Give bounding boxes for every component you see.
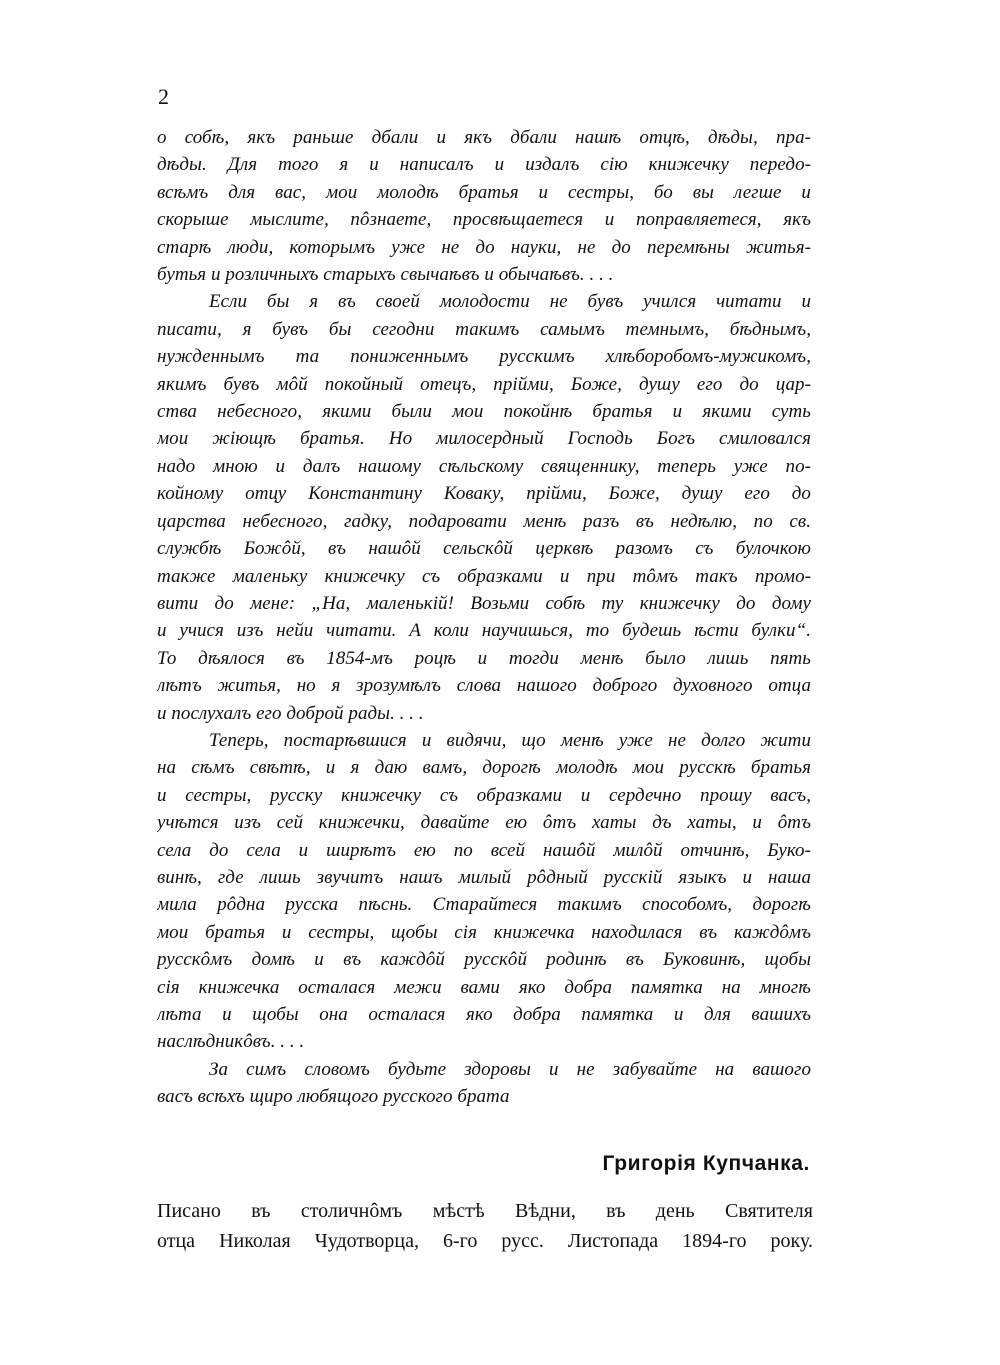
text-line: Если бы я въ своей молодости не бувъ учился читати и bbox=[209, 291, 811, 313]
text-line: мои жіющѣ братья. Но милосердный Господь Богъ смиловался bbox=[157, 428, 811, 450]
text-line: наслѣдникôвъ. . . . bbox=[157, 1031, 305, 1053]
text-line: мила рôдна русска пѣснь. Старайтеся такимъ способомъ, дорогѣ bbox=[157, 894, 811, 916]
text-line: нужденнымъ та пониженнымъ русскимъ хлѣборобомъ-мужикомъ, bbox=[157, 346, 811, 368]
paragraph-2 bbox=[157, 288, 811, 727]
text-line: о собѣ, якъ раньше дбали и якъ дбали нашѣ отцѣ, дѣды, пра- bbox=[157, 127, 811, 148]
text-line: скорыше мыслите, пôзнаете, просвѣщаетеся и поправляетеся, якъ bbox=[157, 209, 811, 231]
text-line: Теперь, постарѣвшися и видячи, що менѣ уже не долго жити bbox=[209, 729, 811, 751]
text-line: якимъ бувъ мôй покойный отецъ, прійми, Боже, душу его до цар- bbox=[157, 373, 811, 395]
text-line: также маленьку книжечку съ образками и при тôмъ такъ промо- bbox=[157, 565, 811, 587]
body-text bbox=[157, 124, 811, 1111]
text-line: мои братья и сестры, щобы сія книжечка находилася въ каждôмъ bbox=[157, 921, 811, 943]
text-line: койному отцу Константину Коваку, прійми, Боже, душу его до bbox=[157, 483, 811, 505]
text-line: То дѣялося въ 1854-мъ роцѣ и тогди менѣ было лишь пять bbox=[157, 647, 811, 669]
text-line: надо мною и далъ нашому сѣльскому священнику, теперь уже по- bbox=[157, 455, 811, 477]
text-line: службѣ Божôй, въ нашôй сельскôй церквѣ разомъ съ булочкою bbox=[157, 538, 811, 560]
paragraph-4 bbox=[157, 1056, 811, 1111]
closing-note bbox=[157, 1196, 813, 1256]
text-line: писати, я бувъ бы сегодни такимъ самымъ темнымъ, бѣднымъ, bbox=[157, 318, 811, 340]
text-line: сія книжечка осталася межи вами яко добра памятка на многѣ bbox=[157, 976, 811, 998]
text-line: бутья и розличныхъ старыхъ свычаѣвъ и обычаѣвъ. . . . bbox=[157, 264, 614, 286]
closing-line: Писано въ столичнôмъ мѣстѣ Вѣдни, въ день Святителя bbox=[157, 1200, 813, 1222]
text-line: и послухалъ его доброй рады. . . . bbox=[157, 702, 424, 724]
text-line: села до села и ширѣтъ ею по всей нашôй милôй отчинѣ, Буко- bbox=[157, 839, 811, 861]
page-number: 2 bbox=[158, 84, 169, 109]
text-line: лѣтъ житья, но я зрозумѣлъ слова нашого доброго духовного отца bbox=[157, 675, 811, 697]
text-line: васъ всѣхъ щиро любящого русского брата bbox=[157, 1086, 510, 1108]
text-line: лѣта и щобы она осталася яко добра памятка и для вашихъ bbox=[157, 1004, 811, 1025]
author-signature: Григорія Купчанка. bbox=[602, 1152, 810, 1175]
text-line: русскôмъ домѣ и въ каждôй русскôй родинѣ въ Буковинѣ, щобы bbox=[157, 949, 811, 971]
text-line: вити до мене: „На, маленькій! Возьми собѣ ту книжечку до дому bbox=[157, 592, 811, 614]
text-line: За симъ словомъ будьте здоровы и не забувайте на вашого bbox=[209, 1058, 811, 1080]
text-line: всѣмъ для вас, мои молодѣ братья и сестры, бо вы легше и bbox=[157, 181, 811, 203]
text-line: царства небесного, гадку, подаровати менѣ разъ въ недѣлю, по св. bbox=[157, 510, 811, 532]
text-line: и учися изъ нейи читати. А коли научишься, то будешь ѣсти булки“. bbox=[157, 620, 811, 642]
closing-line: отца Николая Чудотворца, 6-го русс. Листопада 1894-го року. bbox=[157, 1230, 813, 1252]
text-line: старѣ люди, которымъ уже не до науки, не до перемѣны житья- bbox=[157, 236, 811, 258]
text-line: и сестры, русску книжечку съ образками и сердечно прошу васъ, bbox=[157, 784, 811, 806]
text-line: дѣды. Для того я и написалъ и издалъ сію книжечку передо- bbox=[157, 154, 811, 176]
text-line: на сѣмъ свѣтѣ, и я даю вамъ, дорогѣ молодѣ мои русскѣ братья bbox=[157, 757, 811, 779]
text-line: учѣтся изъ сей книжечки, давайте ею ôтъ хаты дъ хаты, и ôтъ bbox=[157, 812, 811, 834]
text-line: ства небесного, якими были мои покойнѣ братья и якими суть bbox=[157, 401, 811, 423]
paragraph-1 bbox=[157, 124, 811, 288]
paragraph-3 bbox=[157, 727, 811, 1056]
text-line: винѣ, где лишь звучитъ нашъ милый рôдный русскій языкъ и наша bbox=[157, 866, 811, 888]
